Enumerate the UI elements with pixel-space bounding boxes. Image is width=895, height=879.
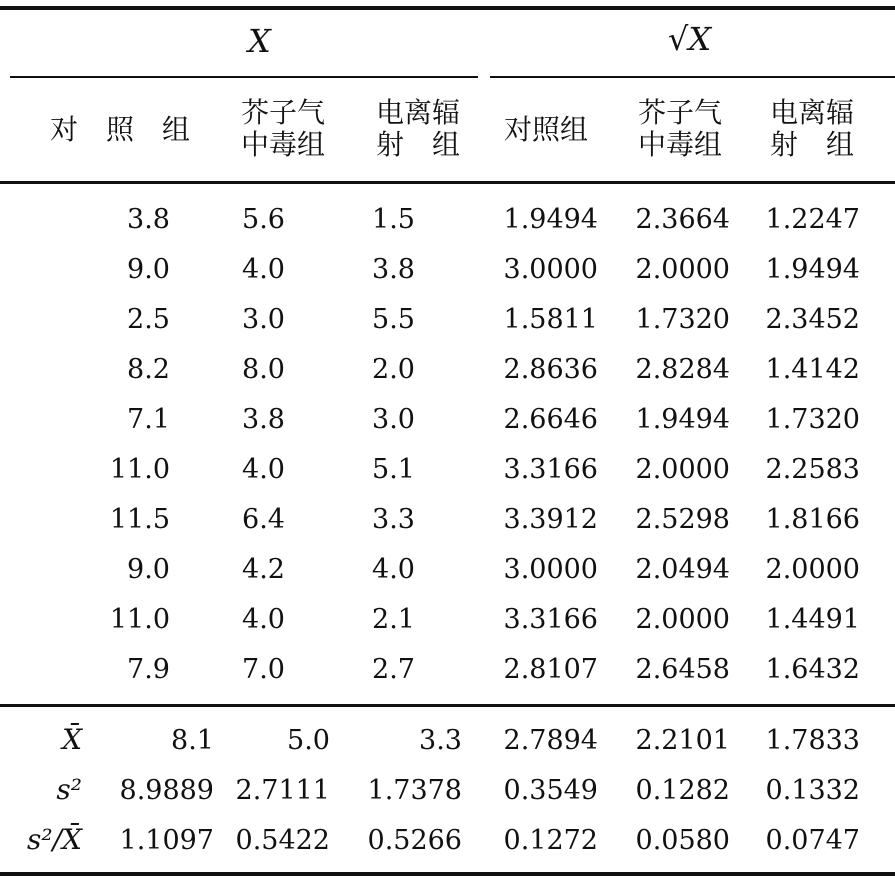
summary-cell: 2.7894 <box>503 725 598 756</box>
table-cell: 2.8107 <box>503 654 598 685</box>
table-cell: 7.9 <box>127 654 170 685</box>
summary-row-label: s²/X̄ <box>27 823 82 856</box>
table-cell: 2.5 <box>127 304 170 335</box>
summary-cell: 3.3 <box>419 725 462 756</box>
summary-cell: 0.1272 <box>503 825 598 856</box>
table-cell: 2.1 <box>372 604 415 635</box>
summary-rule <box>0 704 895 707</box>
summary-cell: 2.2101 <box>635 725 730 756</box>
table-cell: 4.0 <box>372 554 415 585</box>
group-header-x: X <box>248 22 271 60</box>
table-cell: 2.0000 <box>635 254 730 285</box>
summary-cell: 0.0747 <box>765 825 860 856</box>
column-header-line2: 射 组 <box>375 128 460 161</box>
table-cell: 1.4142 <box>765 354 860 385</box>
bottom-rule <box>0 872 895 876</box>
table-cell: 1.6432 <box>765 654 860 685</box>
table-cell: 11.0 <box>109 604 170 635</box>
table-cell: 8.0 <box>242 354 285 385</box>
table-cell: 5.6 <box>242 204 285 235</box>
table-cell: 3.0000 <box>503 554 598 585</box>
table-cell: 1.7320 <box>765 404 860 435</box>
table-cell: 4.0 <box>242 454 285 485</box>
table-cell: 4.0 <box>242 604 285 635</box>
column-header <box>732 97 892 161</box>
summary-cell: 1.7833 <box>765 725 860 756</box>
table-cell: 2.0000 <box>635 604 730 635</box>
column-header-line2: 中毒组 <box>240 128 325 161</box>
table-cell: 2.7 <box>372 654 415 685</box>
table-cell: 9.0 <box>127 254 170 285</box>
summary-cell: 2.7111 <box>235 775 330 806</box>
table-cell: 3.8 <box>372 254 415 285</box>
summary-cell: 0.1282 <box>635 775 730 806</box>
table-cell: 3.0 <box>372 404 415 435</box>
table-cell: 7.1 <box>127 404 170 435</box>
column-header-line1: 对 照 组 <box>49 113 190 146</box>
column-header-line1: 电离辐 <box>769 96 854 129</box>
summary-cell: 8.1 <box>171 725 214 756</box>
table-cell: 7.0 <box>242 654 285 685</box>
table-cell: 2.6646 <box>503 404 598 435</box>
table-cell: 8.2 <box>127 354 170 385</box>
summary-row-label: s² <box>56 773 82 806</box>
group-rule-x <box>10 76 478 78</box>
summary-cell: 5.0 <box>287 725 330 756</box>
table-cell: 6.4 <box>242 504 285 535</box>
table-cell: 3.8 <box>127 204 170 235</box>
column-header-line1: 芥子气 <box>240 96 325 129</box>
summary-cell: 0.5422 <box>235 825 330 856</box>
table-cell: 1.5811 <box>503 304 598 335</box>
table-cell: 9.0 <box>127 554 170 585</box>
group-header-sqrt-x: √X <box>668 20 712 58</box>
summary-cell: 0.3549 <box>503 775 598 806</box>
summary-cell: 1.7378 <box>367 775 462 806</box>
table-cell: 1.9494 <box>765 254 860 285</box>
table-cell: 4.2 <box>242 554 285 585</box>
table-cell: 1.2247 <box>765 204 860 235</box>
column-header-line1: 对照组 <box>503 113 588 146</box>
table-cell: 1.5 <box>372 204 415 235</box>
column-header-line1: 芥子气 <box>637 96 722 129</box>
table-cell: 3.3166 <box>503 454 598 485</box>
table-cell: 3.0 <box>242 304 285 335</box>
table-cell: 2.2583 <box>765 454 860 485</box>
summary-cell: 1.1097 <box>119 825 214 856</box>
header-rule <box>0 181 895 184</box>
table-cell: 1.7320 <box>635 304 730 335</box>
table-cell: 3.0000 <box>503 254 598 285</box>
summary-cell: 0.5266 <box>367 825 462 856</box>
table-cell: 5.5 <box>372 304 415 335</box>
table-cell: 1.9494 <box>635 404 730 435</box>
group-rule-sqrt-x <box>490 76 895 78</box>
table-cell: 2.0000 <box>635 454 730 485</box>
table-cell: 2.3452 <box>765 304 860 335</box>
table-cell: 11.0 <box>109 454 170 485</box>
table-cell: 5.1 <box>372 454 415 485</box>
column-header-line1: 电离辐 <box>375 96 460 129</box>
table-cell: 3.8 <box>242 404 285 435</box>
table-cell: 1.8166 <box>765 504 860 535</box>
table-cell: 3.3 <box>372 504 415 535</box>
summary-cell: 0.1332 <box>765 775 860 806</box>
table-cell: 3.3166 <box>503 604 598 635</box>
table-cell: 2.0494 <box>635 554 730 585</box>
table-cell: 3.3912 <box>503 504 598 535</box>
column-header <box>40 114 200 146</box>
top-rule <box>0 6 895 10</box>
summary-row-label: X̄ <box>62 723 82 756</box>
table-cell: 4.0 <box>242 254 285 285</box>
table-cell: 2.6458 <box>635 654 730 685</box>
column-header-line2: 中毒组 <box>637 128 722 161</box>
table-cell: 2.0 <box>372 354 415 385</box>
summary-cell: 8.9889 <box>119 775 214 806</box>
table-cell: 2.0000 <box>765 554 860 585</box>
summary-cell: 0.0580 <box>635 825 730 856</box>
table-cell: 1.9494 <box>503 204 598 235</box>
table-cell: 2.5298 <box>635 504 730 535</box>
table-cell: 2.3664 <box>635 204 730 235</box>
table-cell: 2.8284 <box>635 354 730 385</box>
table-cell: 11.5 <box>109 504 170 535</box>
column-header-line2: 射 组 <box>769 128 854 161</box>
table-cell: 1.4491 <box>765 604 860 635</box>
table-cell: 2.8636 <box>503 354 598 385</box>
